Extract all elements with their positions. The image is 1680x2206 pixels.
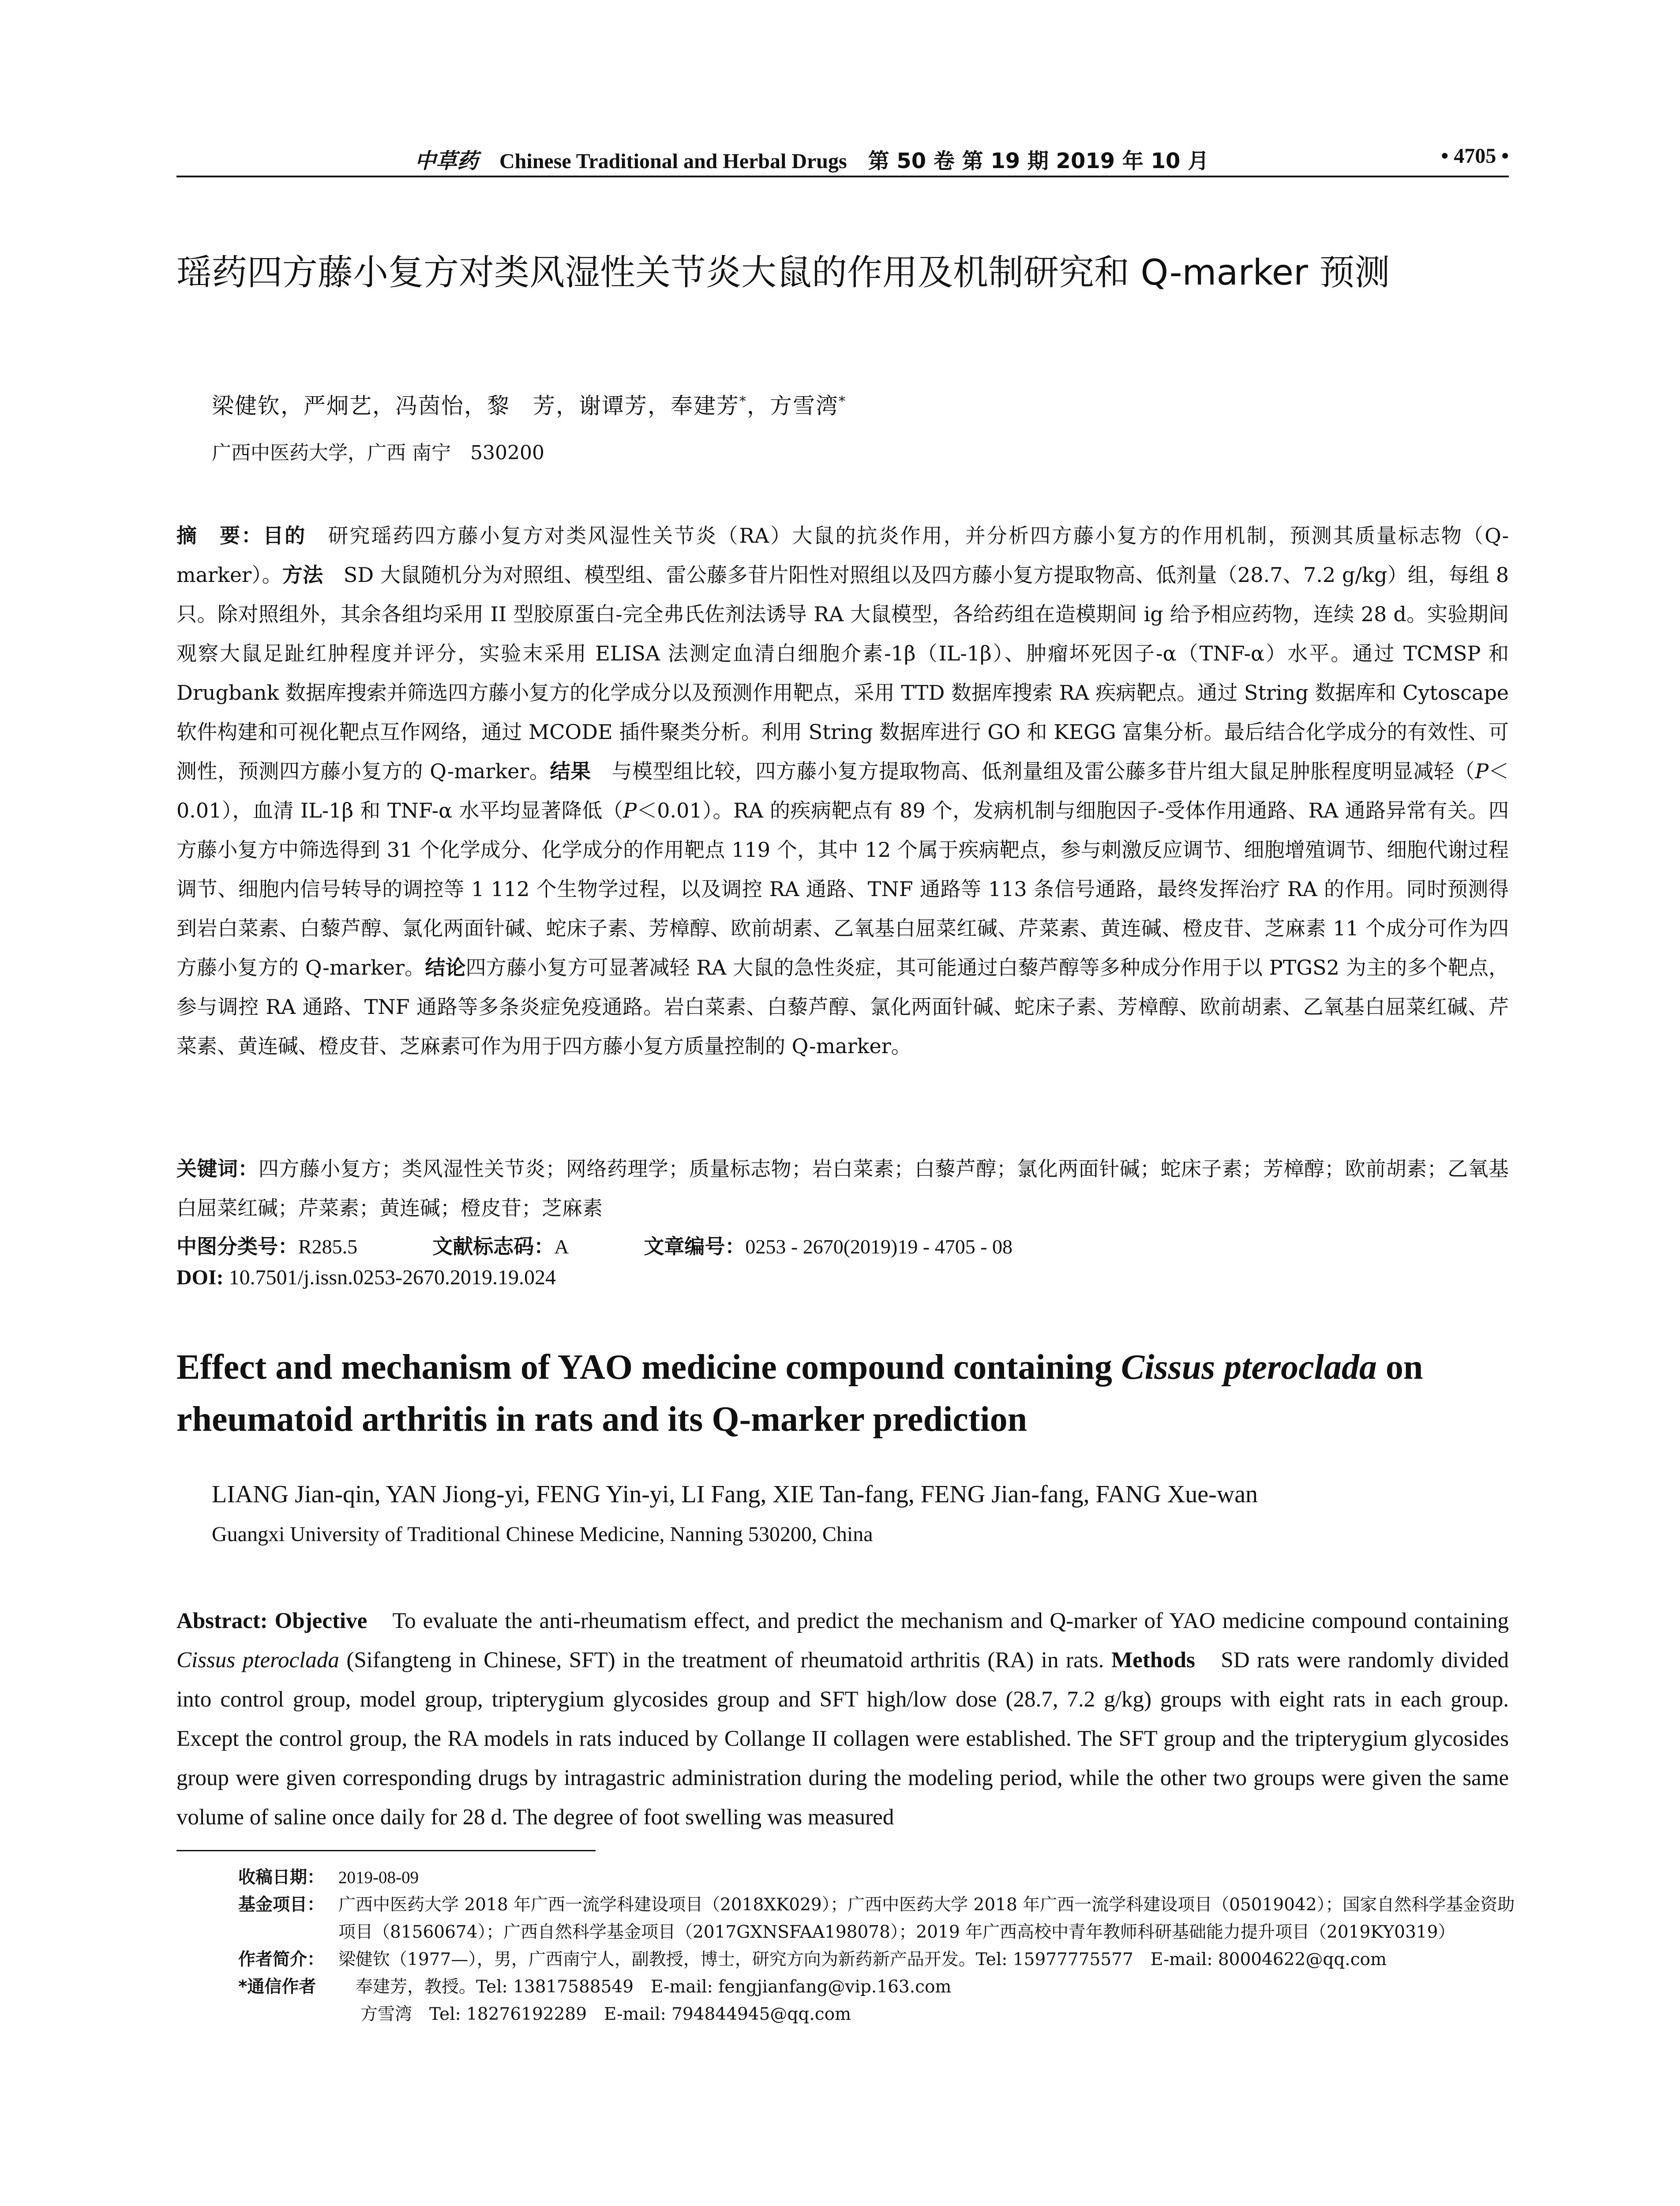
running-header [176,140,1509,176]
results-text-3: ＜0.01）。RA 的疾病靶点有 89 个，发病机制与细胞因子-受体作用通路、RA 通路异常有关。四方藤小复方中筛选得到 31 个化学成分、化学成分的作用靶点 119 个，其中 12 个属于疾病靶点，参与刺激反应调节、细胞增殖调节、细胞代谢过程调节、细胞内信号转导的调控等 1 112 个生物学过程，以及调控 RA 通路、TNF 通路等 113 条信号通路，最终发挥治疗 RA 的作用。同时预测得到岩白菜素、白藜芦醇、氯化两面针碱、蛇床子素、芳樟醇、欧前胡素、乙氧基白屈菜红碱、芹菜素、黄连碱、橙皮苷、芝麻素 11 个成分可作为四方藤小复方的 Q-marker。 [176,799,1509,979]
corresponding-label: *通信作者 [238,1977,316,1997]
article-number-value: 0253 - 2670(2019)19 - 4705 - 08 [745,1235,1013,1258]
english-abstract [176,1602,1509,1837]
english-methods-text: SD rats were randomly divided into control group, model group, tripterygium glycosides group and SFT high/low dose (28.7, 7.2 g/kg) groups with eight rats in each group. Except the control group, the RA models in rats induced by Collange II collagen were established. The SFT group and the tripterygium glycosides group were given corresponding drugs by intragastric administration during the modeling period, while the other two groups were given the same volume of saline once daily for 28 d. The degree of foot swelling was measured [176,1648,1509,1830]
methods-label: 方法 [282,563,323,587]
english-objective-text-1: To evaluate the anti-rheumatism effect, and predict the mechanism and Q-marker of YAO medicine compound containing [367,1609,1509,1633]
english-methods-label: Methods [1111,1648,1195,1673]
author-bio-label: 作者简介： [238,1950,325,1970]
class-number-value: R285.5 [298,1235,358,1258]
english-title-species: Cissus pteroclada [1121,1348,1377,1387]
footnote-fund [176,1891,1518,1946]
chinese-authors-part1: 梁健钦，严炯艺，冯茵怡，黎 芳，谢谭芳，奉建芳 [212,393,739,419]
footnote-rule [176,1850,596,1851]
journal-name-en: Chinese Traditional and Herbal Drugs [499,150,847,173]
classification-line [176,1229,1509,1264]
class-number-label: 中图分类号： [176,1234,298,1258]
conclusion-label: 结论 [425,956,466,979]
doi-line [176,1265,556,1290]
english-objective-species: Cissus pteroclada [176,1648,339,1673]
english-authors: LIANG Jian-qin, YAN Jiong-yi, FENG Yin-yi, LI Fang, XIE Tan-fang, FENG Jian-fang, FANG Xue-wan [212,1481,1258,1508]
objective-text: 研究瑶药四方藤小复方对类风湿性关节炎（RA）大鼠的抗炎作用，并分析四方藤小复方的作用机制，预测其质量标志物（Q-marker）。 [176,524,1509,587]
article-number-label: 文章编号： [644,1234,746,1258]
journal-name-cn: 中草药 [415,149,479,173]
author-bio-value: 梁健钦（1977—），男，广西南宁人，副教授，博士，研究方向为新药新产品开发。Tel: 15977775577 E-mail: 80004622@qq.com [338,1950,1387,1970]
chinese-keywords [176,1149,1509,1228]
p-value-symbol-2: P [623,799,637,822]
page-number: • 4705 • [1441,144,1509,168]
conclusion-text: 四方藤小复方可显著减轻 RA 大鼠的急性炎症，其可能通过白藜芦醇等多种成分作用于以 PTGS2 为主的多个靶点，参与调控 RA 通路、TNF 通路等多条炎症免疫通路。岩白菜素、白藜芦醇、氯化两面针碱、蛇床子素、芳樟醇、欧前胡素、乙氧基白屈菜红碱、芹菜素、黄连碱、橙皮苷、芝麻素可作为用于四方藤小复方质量控制的 Q-marker。 [176,956,1509,1058]
corresponding-mark-1: * [739,394,747,409]
chinese-authors-part2: ，方雪湾 [747,393,839,419]
journal-header [415,144,1209,174]
document-code-value: A [554,1235,569,1258]
chinese-title: 瑶药四方藤小复方对类风湿性关节炎大鼠的作用及机制研究和 Q-marker 预测 [176,252,1390,293]
fund-label: 基金项目： [238,1895,325,1915]
journal-issue: 第 50 卷 第 19 期 2019 年 10 月 [868,149,1209,173]
results-text-2: ＜0.01），血清 IL-1β 和 TNF-α 水平均显著降低（ [176,759,1509,822]
chinese-abstract [176,516,1509,1066]
corresponding-mark-2: * [839,394,846,409]
english-title [176,1341,1518,1445]
header-rule [176,176,1509,177]
methods-text: SD 大鼠随机分为对照组、模型组、雷公藤多苷片阳性对照组以及四方藤小复方提取物高、低剂量（28.7、7.2 g/kg）组，每组 8 只。除对照组外，其余各组均采用 II 型胶原蛋白-完全弗氏佐剂法诱导 RA 大鼠模型，各给药组在造模期间 ig 给予相应药物，连续 28 d。实验期间观察大鼠足趾红肿程度并评分，实验末采用 ELISA 法测定血清白细胞介素-1β（IL-1β）、肿瘤坏死因子-α（TNF-α）水平。通过 TCMSP 和 Drugbank 数据库搜索并筛选四方藤小复方的化学成分以及预测作用靶点，采用 TTD 数据库搜索 RA 疾病靶点。通过 String 数据库和 Cytoscape 软件构建和可视化靶点互作网络，通过 MCODE 插件聚类分析。利用 String 数据库进行 GO 和 KEGG 富集分析。最后结合化学成分的有效性、可测性，预测四方藤小复方的 Q-marker。 [176,563,1509,783]
english-abstract-label: Abstract: Objective [176,1609,368,1633]
doi-value[interactable]: 10.7501/j.issn.0253-2670.2019.19.024 [223,1266,556,1289]
corresponding-value-2: 方雪湾 Tel: 18276192289 E-mail: 794844945@qq.com [360,2004,851,2024]
objective-label: 目的 [263,524,307,548]
keywords-text: 四方藤小复方；类风湿性关节炎；网络药理学；质量标志物；岩白菜素；白藜芦醇；氯化两面针碱；蛇床子素；芳樟醇；欧前胡素；乙氧基白屈菜红碱；芹菜素；黄连碱；橙皮苷；芝麻素 [176,1157,1509,1220]
footnotes [176,1864,1518,2028]
keywords-label: 关键词： [176,1157,259,1181]
p-value-symbol-1: P [1475,759,1489,783]
doi-label: DOI: [176,1266,224,1289]
english-objective-text-2: (Sifangteng in Chinese, SFT) in the treatment of rheumatoid arthritis (RA) in rats. [339,1648,1111,1673]
english-title-part2: on rheumatoid arthritis in rats and its Q-marker prediction [176,1348,1423,1439]
abstract-label: 摘 要： [176,524,263,548]
footnote-received [176,1864,1518,1891]
footnote-corresponding [176,1973,1518,2028]
results-label: 结果 [550,759,591,783]
chinese-affiliation: 广西中医药大学，广西 南宁 530200 [212,442,544,464]
english-title-part1: Effect and mechanism of YAO medicine compound containing [176,1348,1121,1387]
corresponding-value-1: 奉建芳，教授。Tel: 13817588549 E-mail: fengjianfang@vip.163.com [338,1977,952,1997]
document-code-label: 文献标志码： [432,1234,555,1258]
chinese-authors [212,388,846,420]
received-label: 收稿日期： [238,1868,325,1887]
results-text-1: 与模型组比较，四方藤小复方提取物高、低剂量组及雷公藤多苷片组大鼠足肿胀程度明显减轻（ [591,759,1475,783]
received-value: 2019-08-09 [338,1868,419,1887]
footnote-author-bio [176,1946,1518,1973]
english-affiliation: Guangxi University of Traditional Chinese Medicine, Nanning 530200, China [212,1523,873,1546]
fund-value: 广西中医药大学 2018 年广西一流学科建设项目（2018XK029）；广西中医药大学 2018 年广西一流学科建设项目（05019042）；国家自然科学基金资助项目（81560674）；广西自然科学基金项目（2017GXNSFAA198078）；2019 年广西高校中青年教师科研基础能力提升项目（2019KY0319） [338,1895,1515,1942]
